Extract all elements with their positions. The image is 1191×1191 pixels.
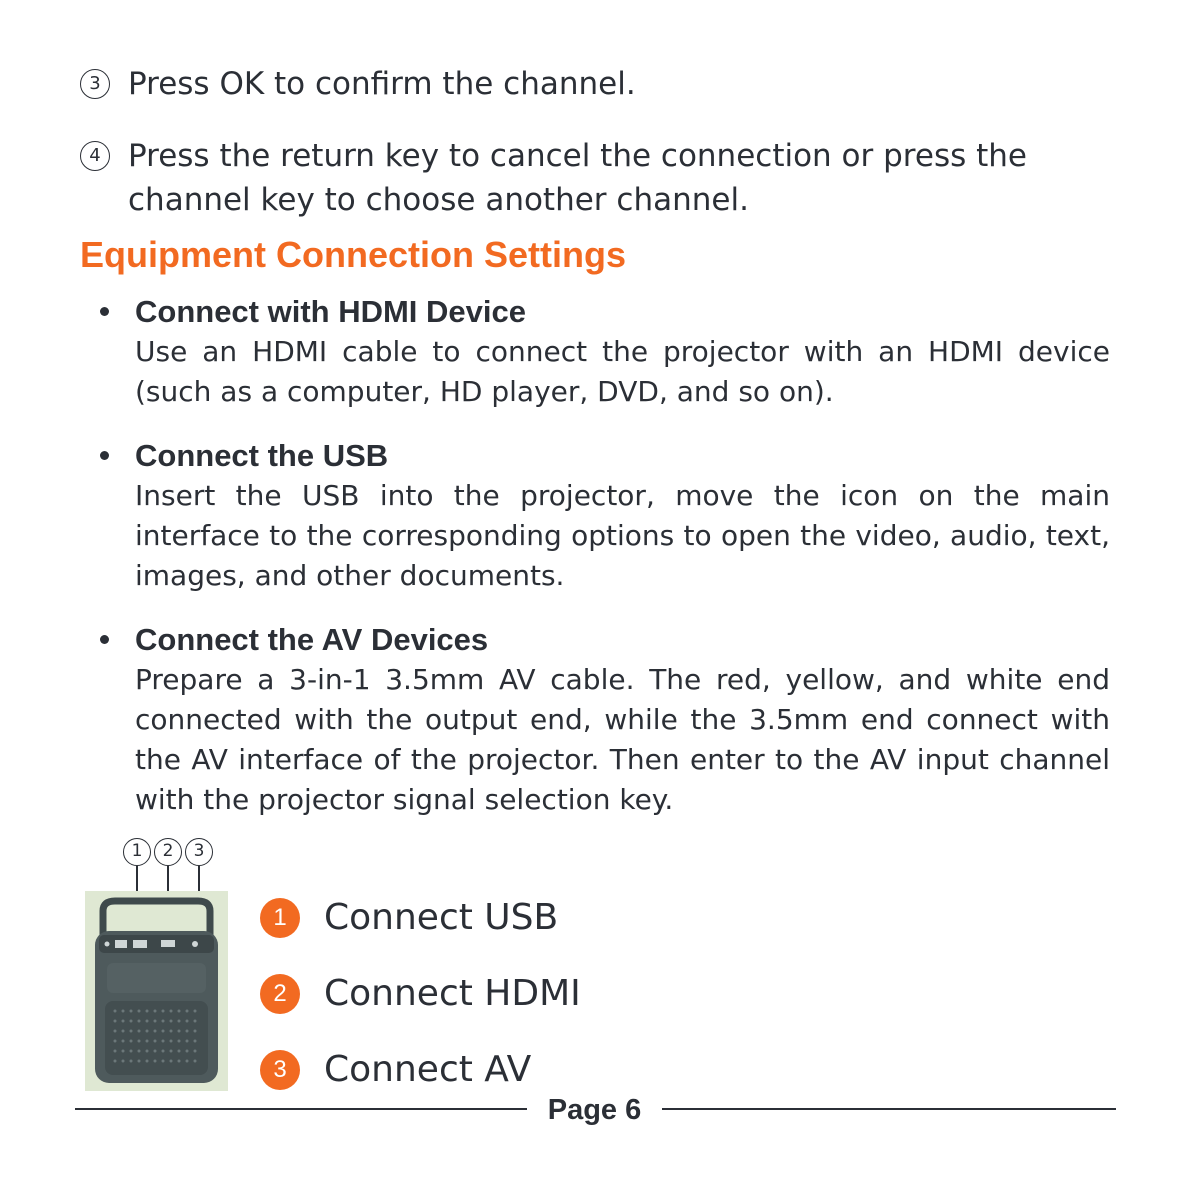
step-3 [80,62,1120,106]
legend-item-usb [260,892,680,942]
section-title: Connect with HDMI Device [135,294,526,329]
step-number-badge: 3 [80,69,110,99]
callout-1: 1 [123,838,151,866]
section-body: Insert the USB into the projector, move the icon on the main interface to the corresponding options to open the video, audio, text, images, and other documents. [135,479,1110,592]
section-hdmi [100,292,1112,422]
step-4 [80,134,1120,224]
step-text: Press the return key to cancel the connection or press the channel key to choose another channel. [128,138,1027,218]
bullet-icon [100,635,109,644]
section-usb [100,436,1112,606]
section-body: Use an HDMI cable to connect the projector with an HDMI device (such as a computer, HD player, DVD, and so on). [135,335,1110,408]
legend-number-badge: 2 [260,974,300,1014]
legend-item-hdmi [260,968,680,1018]
projector-image [85,891,228,1091]
legend-number-badge: 1 [260,898,300,938]
callout-3: 3 [185,838,213,866]
bullet-icon [100,451,109,460]
callout-2: 2 [154,838,182,866]
section-title: Connect the AV Devices [135,622,489,657]
legend-label: Connect AV [324,1049,532,1090]
page-number: Page 6 [547,1094,642,1126]
bullet-icon [100,307,109,316]
footer-divider [662,1108,1116,1110]
section-title: Connect the USB [135,438,389,473]
section-body: Prepare a 3-in-1 3.5mm AV cable. The red, yellow, and white end connected with the output end, while the 3.5mm end connect with the AV interface of the projector. Then enter to the AV input channel with the projector signal selection key. [135,663,1110,816]
legend-number-badge: 3 [260,1050,300,1090]
step-number-badge: 4 [80,141,110,171]
legend-label: Connect HDMI [324,973,581,1014]
footer-divider [75,1108,527,1110]
section-av [100,620,1112,830]
legend-label: Connect USB [324,897,559,938]
section-heading: Equipment Connection Settings [80,234,626,275]
step-text: Press OK to confirm the channel. [128,66,636,102]
legend-item-av [260,1044,680,1094]
